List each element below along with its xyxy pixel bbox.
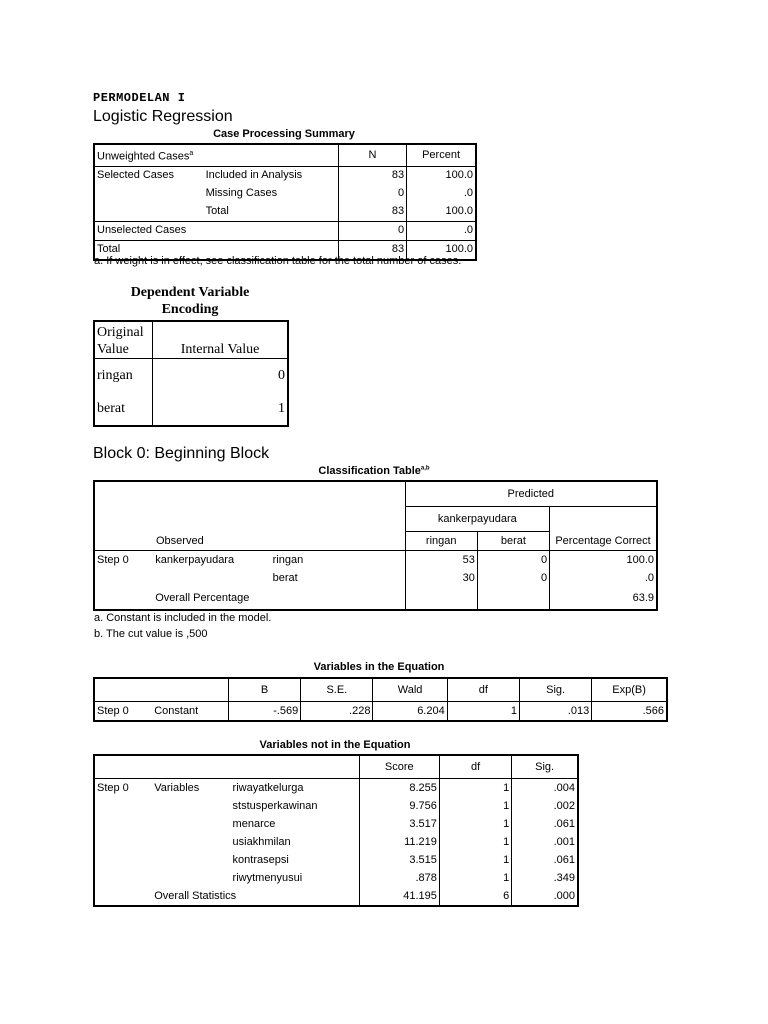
step-label: Step 0 [97,553,129,566]
not-in-equation-caption: Variables not in the Equation [259,739,411,751]
sig-value: .000 [553,889,575,902]
original-value-header: Original Value [94,321,153,359]
n-value: 83 [338,240,406,260]
table-row [94,391,288,426]
score-value: 3.517 [359,815,439,833]
internal-value: 1 [278,400,285,416]
row-sub: Total [204,203,339,222]
observed-header: Observed [156,535,204,547]
sig-value: .349 [553,871,575,884]
df-value: 1 [439,815,511,833]
col-header: Exp(B) [592,678,667,702]
score-value: 11.219 [359,833,439,851]
variable-name: riwytmenyusui [231,869,360,887]
original-value: berat [94,391,153,426]
percent-value: .0 [463,187,473,200]
case-processing-footnote: a. If weight is in effect, see classification table for the total number of cases. [94,255,462,267]
wald-value: 6.204 [373,702,447,722]
percent-value: .0 [407,221,476,240]
table-row [94,797,578,815]
encoding-caption-line1: Dependent Variable [130,285,250,300]
table-row [94,221,476,240]
col-header: Sig. [519,678,591,702]
variable-name: usiakhmilan [231,833,360,851]
berat-value: 0 [477,551,549,570]
table-row [94,702,667,722]
row-group [94,203,204,222]
expb-value: .566 [642,704,664,717]
table-row [94,551,657,570]
variable-label: kankerpayudara [155,553,235,566]
n-header: N [338,144,406,166]
observed-header-cell [94,481,405,551]
row-label: ringan [271,551,405,570]
ringan-value: 53 [405,551,477,570]
row-group: Total [97,243,121,256]
df-value: 1 [439,833,511,851]
step-label: Step 0 [97,704,129,717]
in-equation-table [93,677,668,722]
ringan-header: ringan [405,532,477,551]
ringan-value: 30 [405,569,477,587]
table-row [94,851,578,869]
df-value: 1 [439,797,511,815]
row-label: berat [271,569,405,587]
sig-value: .061 [553,853,575,866]
predicted-header: Predicted [405,481,657,507]
percent-value: 100.0 [445,243,473,256]
df-value: 1 [439,869,511,887]
pct-value: .0 [644,571,654,584]
col-header: Sig. [512,755,578,779]
pct-correct-header: Percentage Correct [550,507,657,551]
table-header-row [94,678,667,702]
col-header: df [447,678,519,702]
n-value: 0 [338,221,406,240]
classification-caption: Classification Table$^{a,b}$ [318,465,430,477]
variable-name: menarce [231,815,360,833]
sig-value: .002 [553,799,575,812]
n-value: 83 [338,203,406,222]
table-row [94,887,578,906]
group-label: Variables [154,781,200,794]
page-title: Logistic Regression [93,108,233,125]
table-header-row [94,481,657,507]
pct-value: 100.0 [626,553,654,566]
b-value: -.569 [228,702,300,722]
table-row [94,569,657,587]
internal-value: 0 [278,367,285,383]
score-value: 3.515 [359,851,439,869]
n-value: 83 [338,166,406,185]
table-header-row [94,321,288,359]
case-processing-table [93,143,477,261]
variable-name: kontrasepsi [231,851,360,869]
section-heading: PERMODELAN I [93,91,186,105]
df-value: 6 [439,887,511,906]
block-title: Block 0: Beginning Block [93,445,270,462]
col-header: Wald [373,678,447,702]
classification-table [93,480,658,611]
table-header-row [94,144,476,166]
internal-value-header: Internal Value [153,321,288,359]
table-row [94,359,288,392]
original-value: ringan [94,359,153,392]
term-label: Constant [152,702,228,722]
col-header: S.E. [301,678,373,702]
col-header: Score [359,755,439,779]
sig-value: .001 [553,835,575,848]
table-row [94,587,657,610]
col-header: df [439,755,511,779]
df-value: 1 [447,702,519,722]
encoding-caption-line2: Encoding [161,302,219,317]
df-value: 1 [439,851,511,869]
row-sub: Included in Analysis [204,166,339,185]
berat-value: 0 [477,569,549,587]
row-sub [204,221,339,240]
step-label: Step 0 [97,781,129,794]
case-processing-caption: Case Processing Summary [213,128,355,140]
sig-value: .004 [553,781,575,794]
row-group: Unselected Cases [94,221,204,240]
table-row [94,185,476,203]
classification-footnote-a: a. Constant is included in the model. [94,612,272,624]
variable-name: ststusperkawinan [231,797,360,815]
encoding-caption [93,284,287,318]
classification-footnote-b: b. The cut value is ,500 [94,628,208,640]
row-group: Selected Cases [97,169,175,182]
table-row [94,203,476,222]
table-row [94,779,578,798]
overall-label: Overall Percentage [153,587,405,610]
table-row [94,869,578,887]
variable-name: riwayatkelurga [231,779,360,798]
table-row [94,166,476,185]
table-row [94,815,578,833]
table-header-row [94,755,578,779]
in-equation-caption: Variables in the Equation [313,661,445,673]
table-row [94,833,578,851]
df-value: 1 [439,779,511,798]
percent-value: 100.0 [445,169,473,182]
overall-label: Overall Statistics [152,887,359,906]
sig-value: .013 [519,702,591,722]
score-value: 9.756 [359,797,439,815]
row-group [94,185,204,203]
unweighted-cases-header: Unweighted Cases$^a$ [94,144,338,166]
col-header: B [228,678,300,702]
not-in-equation-table [93,754,579,907]
percent-value: 100.0 [407,203,476,222]
percent-header: Percent [407,144,476,166]
row-sub: Missing Cases [204,185,339,203]
score-value: 8.255 [359,779,439,798]
sig-value: .061 [553,817,575,830]
score-value: .878 [359,869,439,887]
se-value: .228 [301,702,373,722]
berat-header: berat [477,532,549,551]
encoding-table [93,320,289,427]
overall-pct: 63.9 [632,591,654,604]
n-value: 0 [338,185,406,203]
score-value: 41.195 [359,887,439,906]
dep-var-header: kankerpayudara [405,507,550,532]
